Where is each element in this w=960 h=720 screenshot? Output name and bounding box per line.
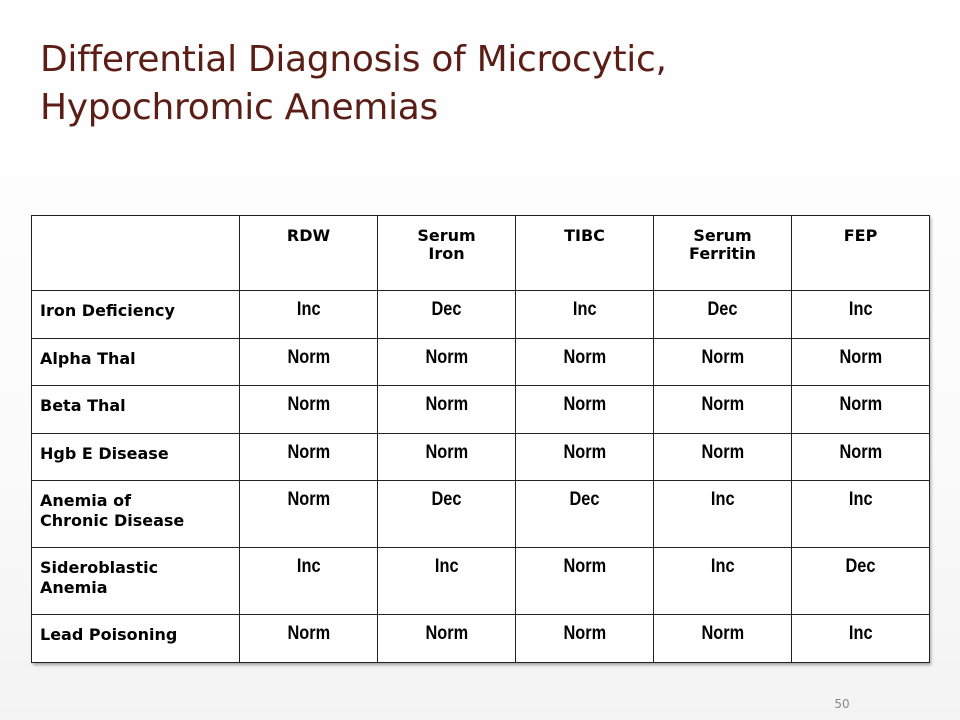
column-header-fep	[792, 216, 930, 291]
cell-value: Inc	[572, 299, 597, 320]
table-corner-cell	[32, 216, 240, 291]
table-cell	[240, 433, 378, 481]
cell-value: Dec	[431, 489, 462, 511]
table-cell	[792, 386, 930, 434]
row-label-line: Chronic Disease	[40, 511, 185, 531]
row-label	[32, 338, 240, 386]
table-cell	[654, 338, 792, 386]
row-label-line: Sideroblastic	[40, 558, 159, 578]
cell-value: Norm	[287, 623, 330, 645]
table-row-hgb-e-disease	[32, 433, 930, 481]
table-cell	[792, 291, 930, 339]
cell-value: Norm	[287, 441, 330, 463]
column-header-tibc	[516, 216, 654, 291]
table-row-sideroblastic-anemia	[32, 548, 930, 615]
table-row-iron-deficiency	[32, 291, 930, 339]
table-cell	[654, 481, 792, 548]
table-row-anemia-of-chronic-disease	[32, 481, 930, 548]
row-label-line: Anemia of	[40, 491, 132, 511]
row-label	[32, 386, 240, 434]
cell-value: Norm	[425, 441, 468, 463]
table-cell	[516, 433, 654, 481]
cell-value: Inc	[848, 623, 873, 645]
row-label	[32, 481, 240, 548]
column-header-serum-iron	[378, 216, 516, 291]
table-cell	[378, 338, 516, 386]
table-cell	[516, 291, 654, 339]
cell-value: Norm	[425, 346, 468, 368]
table-cell	[792, 338, 930, 386]
cell-value: Norm	[701, 441, 744, 463]
cell-value: Norm	[839, 394, 882, 416]
slide-title	[40, 36, 920, 132]
cell-value: Norm	[287, 394, 330, 416]
table-cell	[792, 481, 930, 548]
table-cell	[378, 481, 516, 548]
table-row-beta-thal	[32, 386, 930, 434]
cell-value: Inc	[434, 556, 459, 578]
table-cell	[516, 615, 654, 663]
column-header-line: Ferritin	[689, 244, 756, 263]
table-cell	[792, 615, 930, 663]
row-label-line: Anemia	[40, 578, 108, 598]
table-cell	[516, 386, 654, 434]
differential-diagnosis-table	[31, 215, 930, 663]
table-cell	[654, 615, 792, 663]
table-cell	[516, 481, 654, 548]
cell-value: Dec	[845, 556, 876, 578]
table-cell	[240, 615, 378, 663]
row-label	[32, 548, 240, 615]
column-header-line: Serum	[693, 226, 752, 245]
column-header-serum-ferritin	[654, 216, 792, 291]
table-row-lead-poisoning	[32, 615, 930, 663]
diagnosis-table-container	[31, 215, 929, 663]
row-label	[32, 615, 240, 663]
cell-value: Norm	[563, 346, 606, 368]
table-cell	[378, 615, 516, 663]
cell-value: Dec	[431, 299, 462, 320]
column-header-line: TIBC	[564, 226, 605, 245]
column-header-line: RDW	[286, 226, 331, 245]
table-cell	[240, 338, 378, 386]
cell-value: Inc	[848, 299, 873, 320]
cell-value: Inc	[710, 556, 735, 578]
table-cell	[654, 548, 792, 615]
cell-value: Norm	[287, 346, 330, 368]
table-cell	[654, 386, 792, 434]
cell-value: Norm	[425, 623, 468, 645]
table-cell	[654, 433, 792, 481]
row-label	[32, 291, 240, 339]
cell-value: Norm	[701, 623, 744, 645]
cell-value: Dec	[569, 489, 600, 511]
cell-value: Inc	[296, 556, 321, 578]
row-label-line: Lead Poisoning	[40, 625, 178, 645]
table-cell	[378, 548, 516, 615]
row-label-line: Hgb E Disease	[40, 443, 169, 463]
table-cell	[516, 338, 654, 386]
table-cell	[240, 386, 378, 434]
page-number: 50	[834, 697, 850, 711]
cell-value: Norm	[563, 441, 606, 463]
cell-value: Norm	[563, 556, 606, 578]
cell-value: Norm	[839, 441, 882, 463]
column-header-line: FEP	[843, 226, 878, 245]
table-cell	[240, 291, 378, 339]
table-cell	[378, 386, 516, 434]
slide-title-line-2: Hypochromic Anemias	[40, 87, 438, 128]
cell-value: Inc	[710, 489, 735, 511]
column-header-line: Iron	[428, 244, 465, 263]
table-cell	[516, 548, 654, 615]
cell-value: Norm	[563, 394, 606, 416]
cell-value: Dec	[707, 299, 738, 320]
table-cell	[654, 291, 792, 339]
slide-title-line-1: Differential Diagnosis of Microcytic,	[40, 39, 667, 80]
row-label	[32, 433, 240, 481]
row-label-line: Alpha Thal	[40, 348, 136, 368]
row-label-line: Iron Deficiency	[40, 301, 175, 320]
cell-value: Norm	[425, 394, 468, 416]
cell-value: Norm	[563, 623, 606, 645]
table-cell	[240, 481, 378, 548]
cell-value: Inc	[848, 489, 873, 511]
cell-value: Norm	[701, 394, 744, 416]
table-cell	[378, 291, 516, 339]
table-cell	[240, 548, 378, 615]
table-cell	[378, 433, 516, 481]
column-header-rdw	[240, 216, 378, 291]
table-header-row	[32, 216, 930, 291]
row-label-line: Beta Thal	[40, 396, 126, 416]
table-cell	[792, 548, 930, 615]
table-row-alpha-thal	[32, 338, 930, 386]
cell-value: Norm	[701, 346, 744, 368]
column-header-line: Serum	[417, 226, 476, 245]
cell-value: Norm	[287, 489, 330, 511]
table-cell	[792, 433, 930, 481]
cell-value: Norm	[839, 346, 882, 368]
cell-value: Inc	[296, 299, 321, 320]
